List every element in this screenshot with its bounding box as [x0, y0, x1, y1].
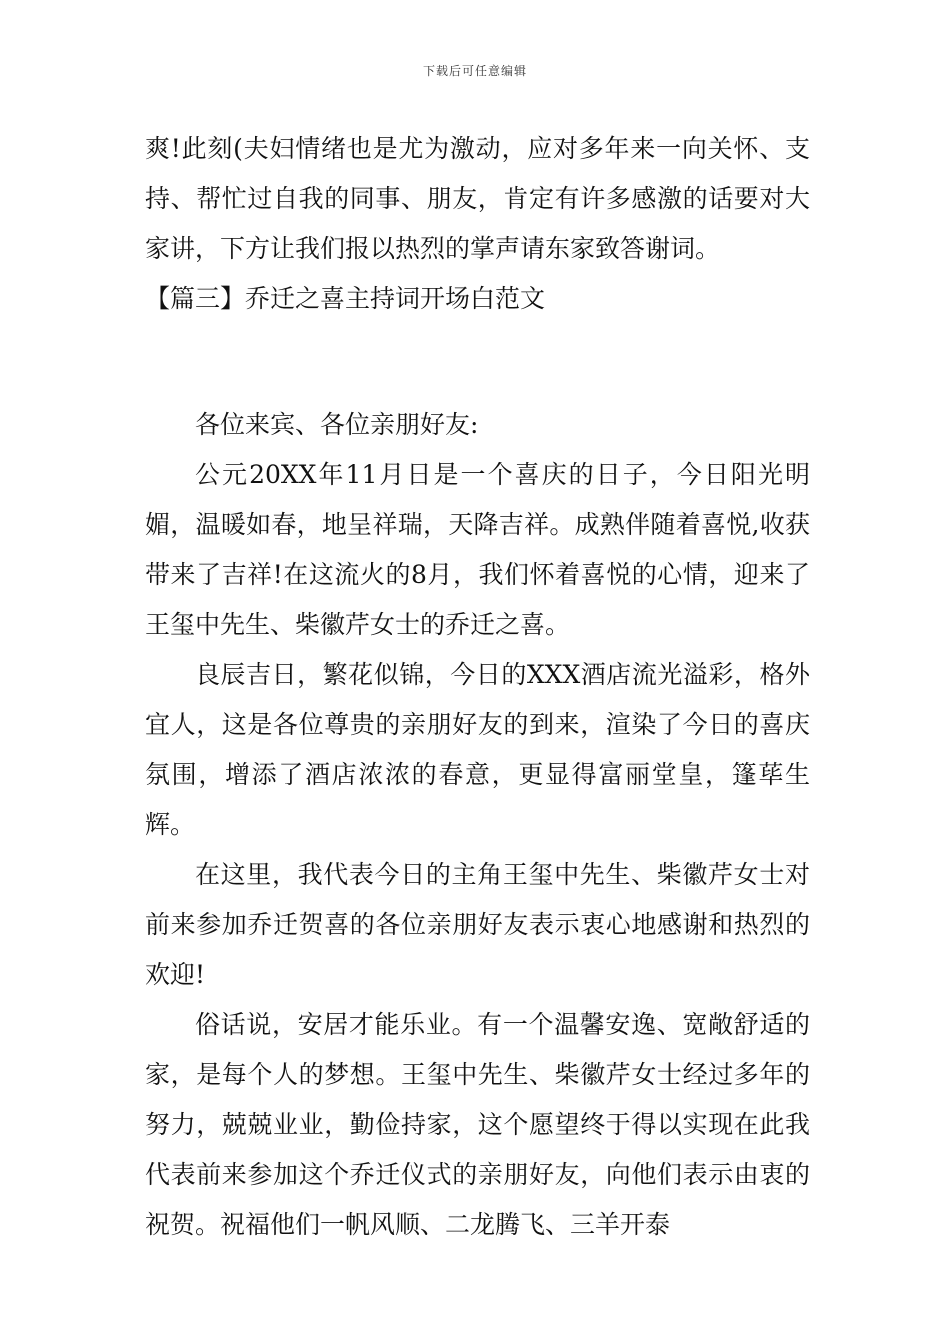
greeting-line: 各位来宾、各位亲朋好友: — [195, 410, 479, 439]
section-spacer — [145, 324, 810, 400]
continuation-paragraph: 爽!此刻(夫妇情绪也是尤为激动，应对多年来一向关怀、支持、帮忙过自我的同事、朋友，肯定有许多感激的话要对大家讲，下方让我们报以热烈的掌声请东家致答谢词。 — [145, 134, 810, 263]
body-paragraph-3: 在这里，我代表今日的主角王玺中先生、柴徽芹女士对前来参加乔迁贺喜的各位亲朋好友表示衷心地感谢和热烈的欢迎! — [145, 860, 810, 989]
body-paragraph-4: 俗话说，安居才能乐业。有一个温馨安逸、宽敞舒适的家，是每个人的梦想。王玺中先生、柴徽芹女士经过多年的努力，兢兢业业，勤俭持家，这个愿望终于得以实现在此我代表前来参加这个乔迁仪式的亲朋好友，向他们表示由衷的祝贺。祝福他们一帆风顺、二龙腾飞、三羊开泰 — [145, 1010, 810, 1239]
document-body — [145, 124, 810, 1250]
body-paragraph-1: 公元20XX年11月日是一个喜庆的日子，今日阳光明媚，温暖如春，地呈祥瑞，天降吉祥。成熟伴随着喜悦,收获带来了吉祥!在这流火的8月，我们怀着喜悦的心情，迎来了王玺中先生、柴徽芹女士的乔迁之喜。 — [145, 460, 810, 639]
page-header-note: 下载后可任意编辑 — [422, 64, 527, 78]
body-paragraph-2: 良辰吉日，繁花似锦，今日的XXX酒店流光溢彩，格外宜人，这是各位尊贵的亲朋好友的到来，渲染了今日的喜庆氛围，增添了酒店浓浓的春意，更显得富丽堂皇，篷荜生辉。 — [145, 660, 810, 839]
section-title: 【篇三】乔迁之喜主持词开场白范文 — [145, 284, 546, 313]
